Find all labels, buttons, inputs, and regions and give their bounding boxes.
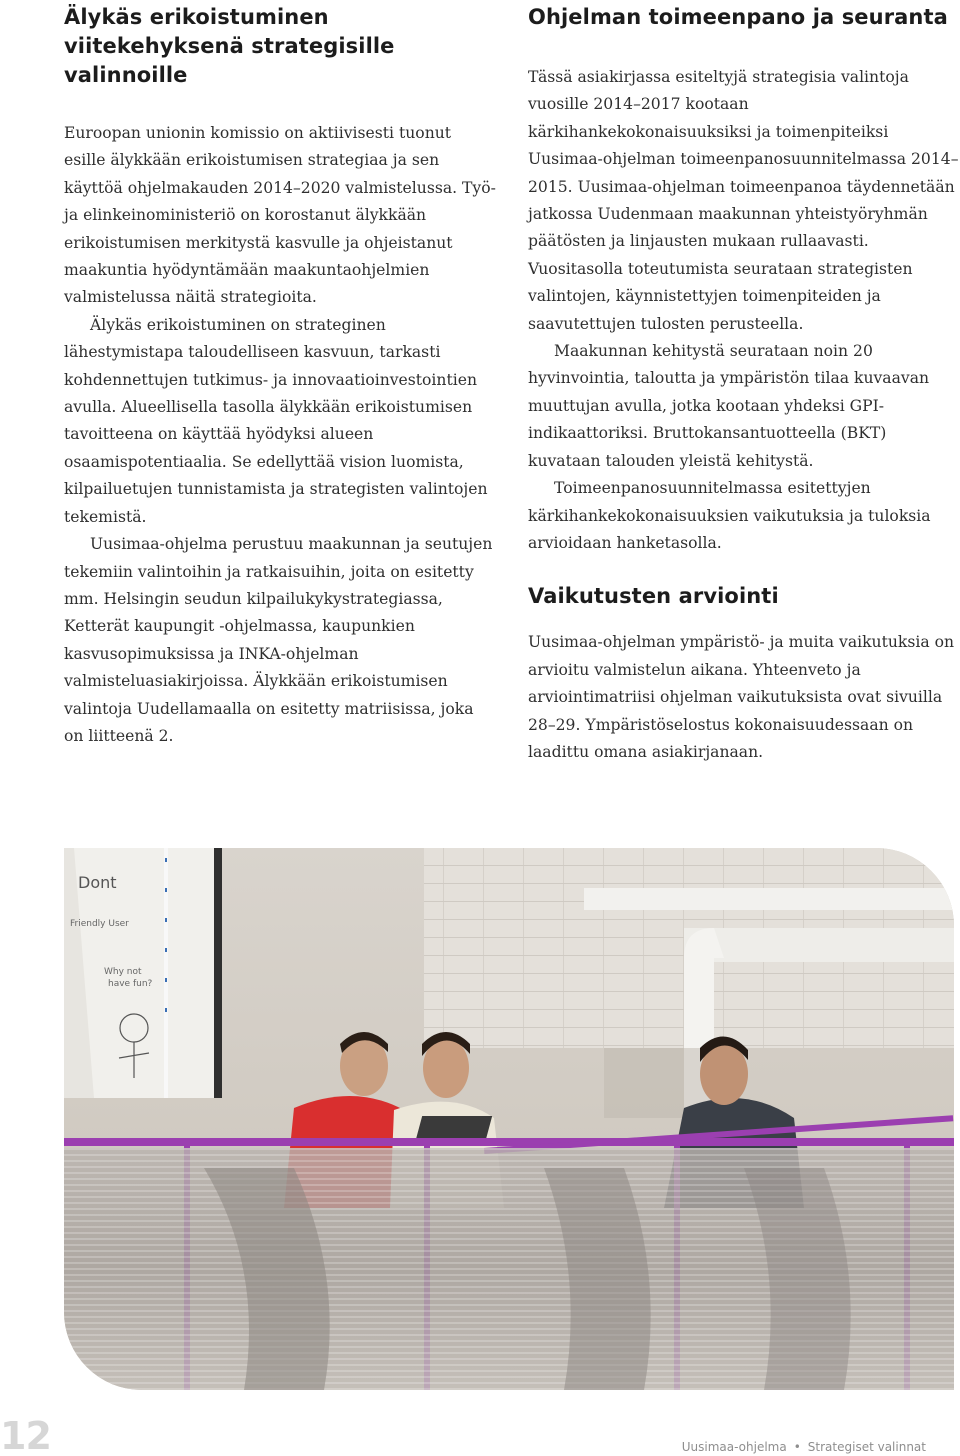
duct-pipe bbox=[584, 888, 954, 910]
footer-document-title: Uusimaa-ohjelma bbox=[681, 1440, 787, 1454]
photo-students-working bbox=[64, 848, 954, 1390]
footer-section-title: Strategiset valinnat bbox=[807, 1440, 926, 1454]
paragraph: Euroopan unionin komissio on aktiivisesti tuonut esille älykkään erikoistumisen strategiaa ja sen käyttöä ohjelmakauden 2014–2020 valmistelussa. Työ- ja elinkeinoministeriö on korostanut älykkään erikoistumisen merkitystä kasvulle ja ohjeistanut maakuntia hyödyntämään maakuntaohjelmien valmistelussa näitä strategioita. bbox=[64, 124, 496, 307]
section-heading-smart-specialisation: Älykäs erikoistuminen viitekehyksenä strategisille valinnoille bbox=[64, 5, 395, 87]
svg-text:Dont: Dont bbox=[78, 873, 117, 892]
paragraph: Tässä asiakirjassa esiteltyjä strategisia valintoja vuosille 2014–2017 kootaan kärkihankekokonaisuuksiksi ja toimenpiteiksi Uusimaa-ohjelman toimeenpanosuunnitelmassa 2014–2015. Uusimaa-ohjelman toimeenpanoa täydennetään jatkossa Uudenmaan maakunnan yhteistyöryhmän päätösten ja linjausten mukaan rullaavasti. Vuositasolla toteutumista seurataan strategisten valintojen, käynnistettyjen toimenpiteiden ja saavutettujen tulosten perusteella. bbox=[528, 68, 959, 333]
svg-text:Why not: Why not bbox=[104, 967, 142, 977]
svg-text:Friendly User: Friendly User bbox=[70, 919, 129, 929]
duct-pipe bbox=[684, 928, 954, 962]
paragraph: Uusimaa-ohjelma perustuu maakunnan ja seutujen tekemiin valintoihin ja ratkaisuihin, joita on esitetty mm. Helsingin seudun kilpailukykystrategiassa, Ketterät kaupungit -ohjelmassa, kaupunkien kasvusopimuksissa ja INKA-ohjelman valmisteluasiakirjoissa. Älykkään erikoistumisen valintoja Uudellamaalla on esitetty matriisissa, joka on liitteenä 2. bbox=[64, 535, 493, 745]
left-column bbox=[64, 0, 496, 750]
svg-text:have fun?: have fun? bbox=[108, 979, 153, 989]
paragraph: Toimeenpanosuunnitelmassa esitettyjen kärkihankekokonaisuuksien vaikutuksia ja tuloksia arvioidaan hanketasolla. bbox=[528, 479, 931, 552]
page-number: 12 bbox=[0, 1414, 51, 1456]
footer-separator: • bbox=[793, 1440, 801, 1454]
photo-illustration bbox=[64, 848, 954, 1390]
right-column bbox=[528, 0, 960, 766]
paragraph: Älykäs erikoistuminen on strateginen lähestymistapa taloudelliseen kasvuun, tarkasti kohdennettujen tutkimus- ja innovaatioinvestointien avulla. Alueellisella tasolla älykkään erikoistumisen tavoitteena on käyttää hyödyksi alueen osaamispotentiaalia. Se edellyttää vision luomista, kilpailuetujen tunnistamista ja strategisten valintojen tekemistä. bbox=[64, 315, 488, 526]
right-body-text bbox=[528, 64, 960, 557]
section-heading-impact-assessment: Vaikutusten arviointi bbox=[528, 584, 779, 609]
paragraph: Uusimaa-ohjelman ympäristö- ja muita vaikutuksia on arvioitu valmistelun aikana. Yhteenveto ja arviointimatriisi ohjelman vaikutuksista ovat sivuilla 28–29. Ympäristöselostus kokonaisuudessaan on laadittu omana asiakirjanaan. bbox=[528, 633, 955, 761]
paragraph: Maakunnan kehitystä seurataan noin 20 hyvinvointia, taloutta ja ympäristön tilaa kuvaavan muuttujan avulla, jotka kootaan yhdeksi GPI-indikaattoriksi. Bruttokansantuotteella (BKT) kuvataan talouden yleistä kehitystä. bbox=[528, 342, 930, 470]
running-footer bbox=[682, 1440, 926, 1454]
impact-body-text bbox=[528, 629, 960, 766]
left-body-text bbox=[64, 120, 496, 750]
section-heading-implementation: Ohjelman toimeenpano ja seuranta bbox=[528, 5, 948, 29]
